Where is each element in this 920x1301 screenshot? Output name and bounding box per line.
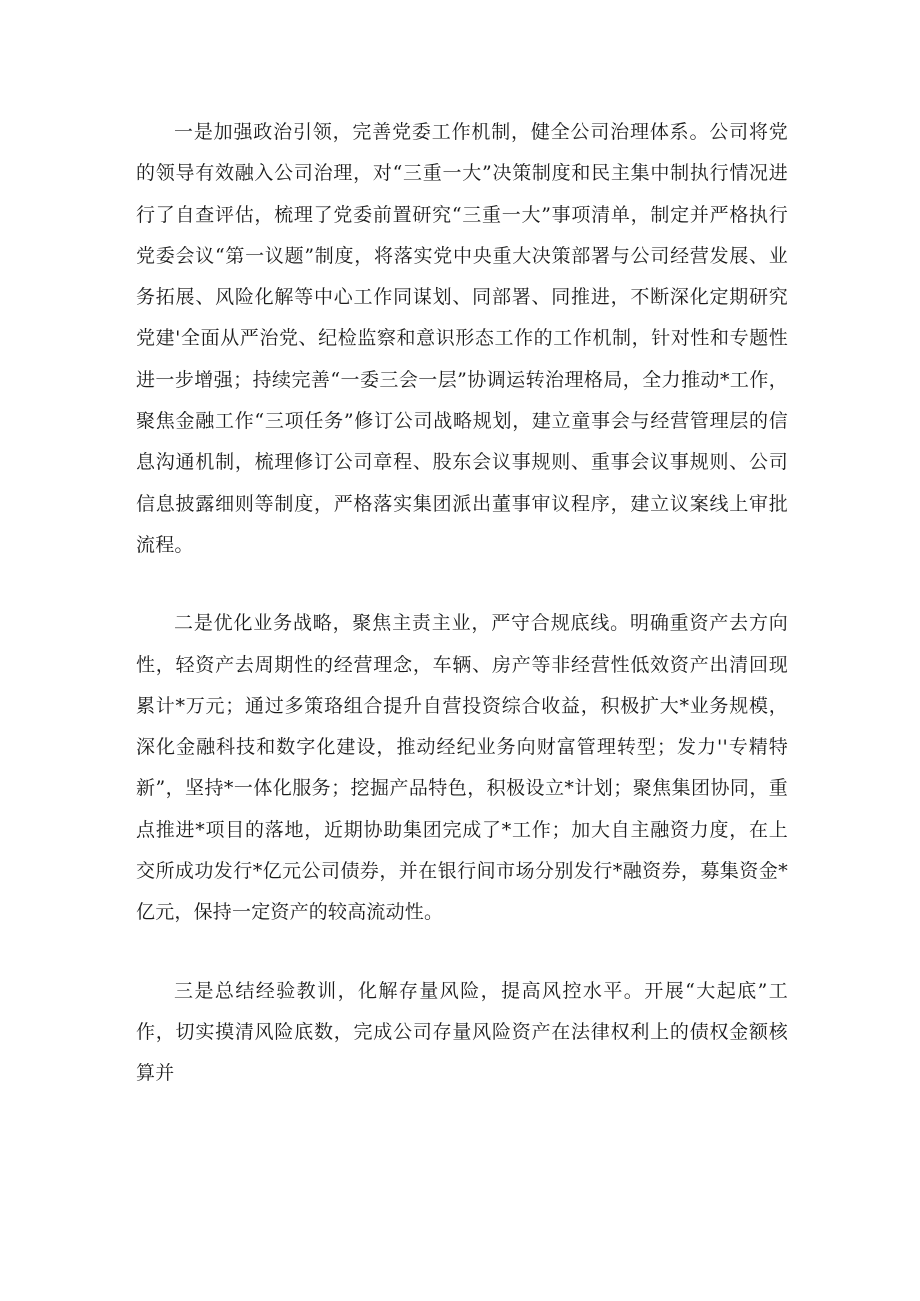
document-body — [136, 112, 788, 1132]
paragraph-3-text: 开展“大起底”工作，切实摸清风险底数，完成公司存量风险资产在法律权利上的债权金额核算并 — [136, 979, 788, 1085]
paragraph-2 — [136, 603, 788, 933]
paragraph-3-heading: 三是总结经验教训，化解存量风险，提高风控水平。 — [174, 979, 645, 1002]
paragraph-1-text: 公司将党的领导有效融入公司治理，对“三重一大”决策制度和民主集中制执行情况进行了自查评估，梳理了党委前置研究“三重一大”事项清单，制定并严格执行党委会议“第一议题”制度，将落实党中央重大决策部署与公司经营发展、业务拓展、风险化解等中心工作同谋划、同部署、同推进，不断深化定期研究党建'全面从严治党、纪检监察和意识形态工作的工作机制，针对性和专题性进一步增强；持续完善“一委三会一层”协调运转治理格局，全力推动*工作，聚焦金融工作“三项任务”修订公司战略规划，建立童事会与经营管理层的信息沟通机制，梳理修订公司章程、股东会议事规则、重事会议事规则、公司信息披露细则等制度，严格落实集团派出董事审议程序，建立议案线上审批流程。 — [136, 121, 788, 556]
paragraph-1-heading: 一是加强政治引领，完善党委工作机制，健全公司治理体系。 — [174, 121, 710, 143]
paragraph-2-text: 明确重资产去方向性，轻资产去周期性的经营理念，车辆、房产等非经营性低效资产出清回现累计*万元；通过多策珞组合提升自营投资综合收益，积极扩大*业务规模，深化金融科技和数字化建设，推动经纪业务向财富管理转型；发力''专精特新”，坚持*一体化服务；挖掘产品特色，积极设立*计划；聚焦集团协同，重点推进*项目的落地，近期协助集团完成了*工作；加大自主融资力度，在上交所成功发行*亿元公司债券，并在银行间市场分别发行*融资券，募集资金*亿元，保持一定资产的较高流动性。 — [136, 612, 788, 924]
paragraph-2-heading: 二是优化业务战略，聚焦主责主业，严守合规底线。 — [174, 612, 631, 635]
paragraph-3 — [136, 971, 788, 1095]
paragraph-1 — [136, 112, 788, 566]
